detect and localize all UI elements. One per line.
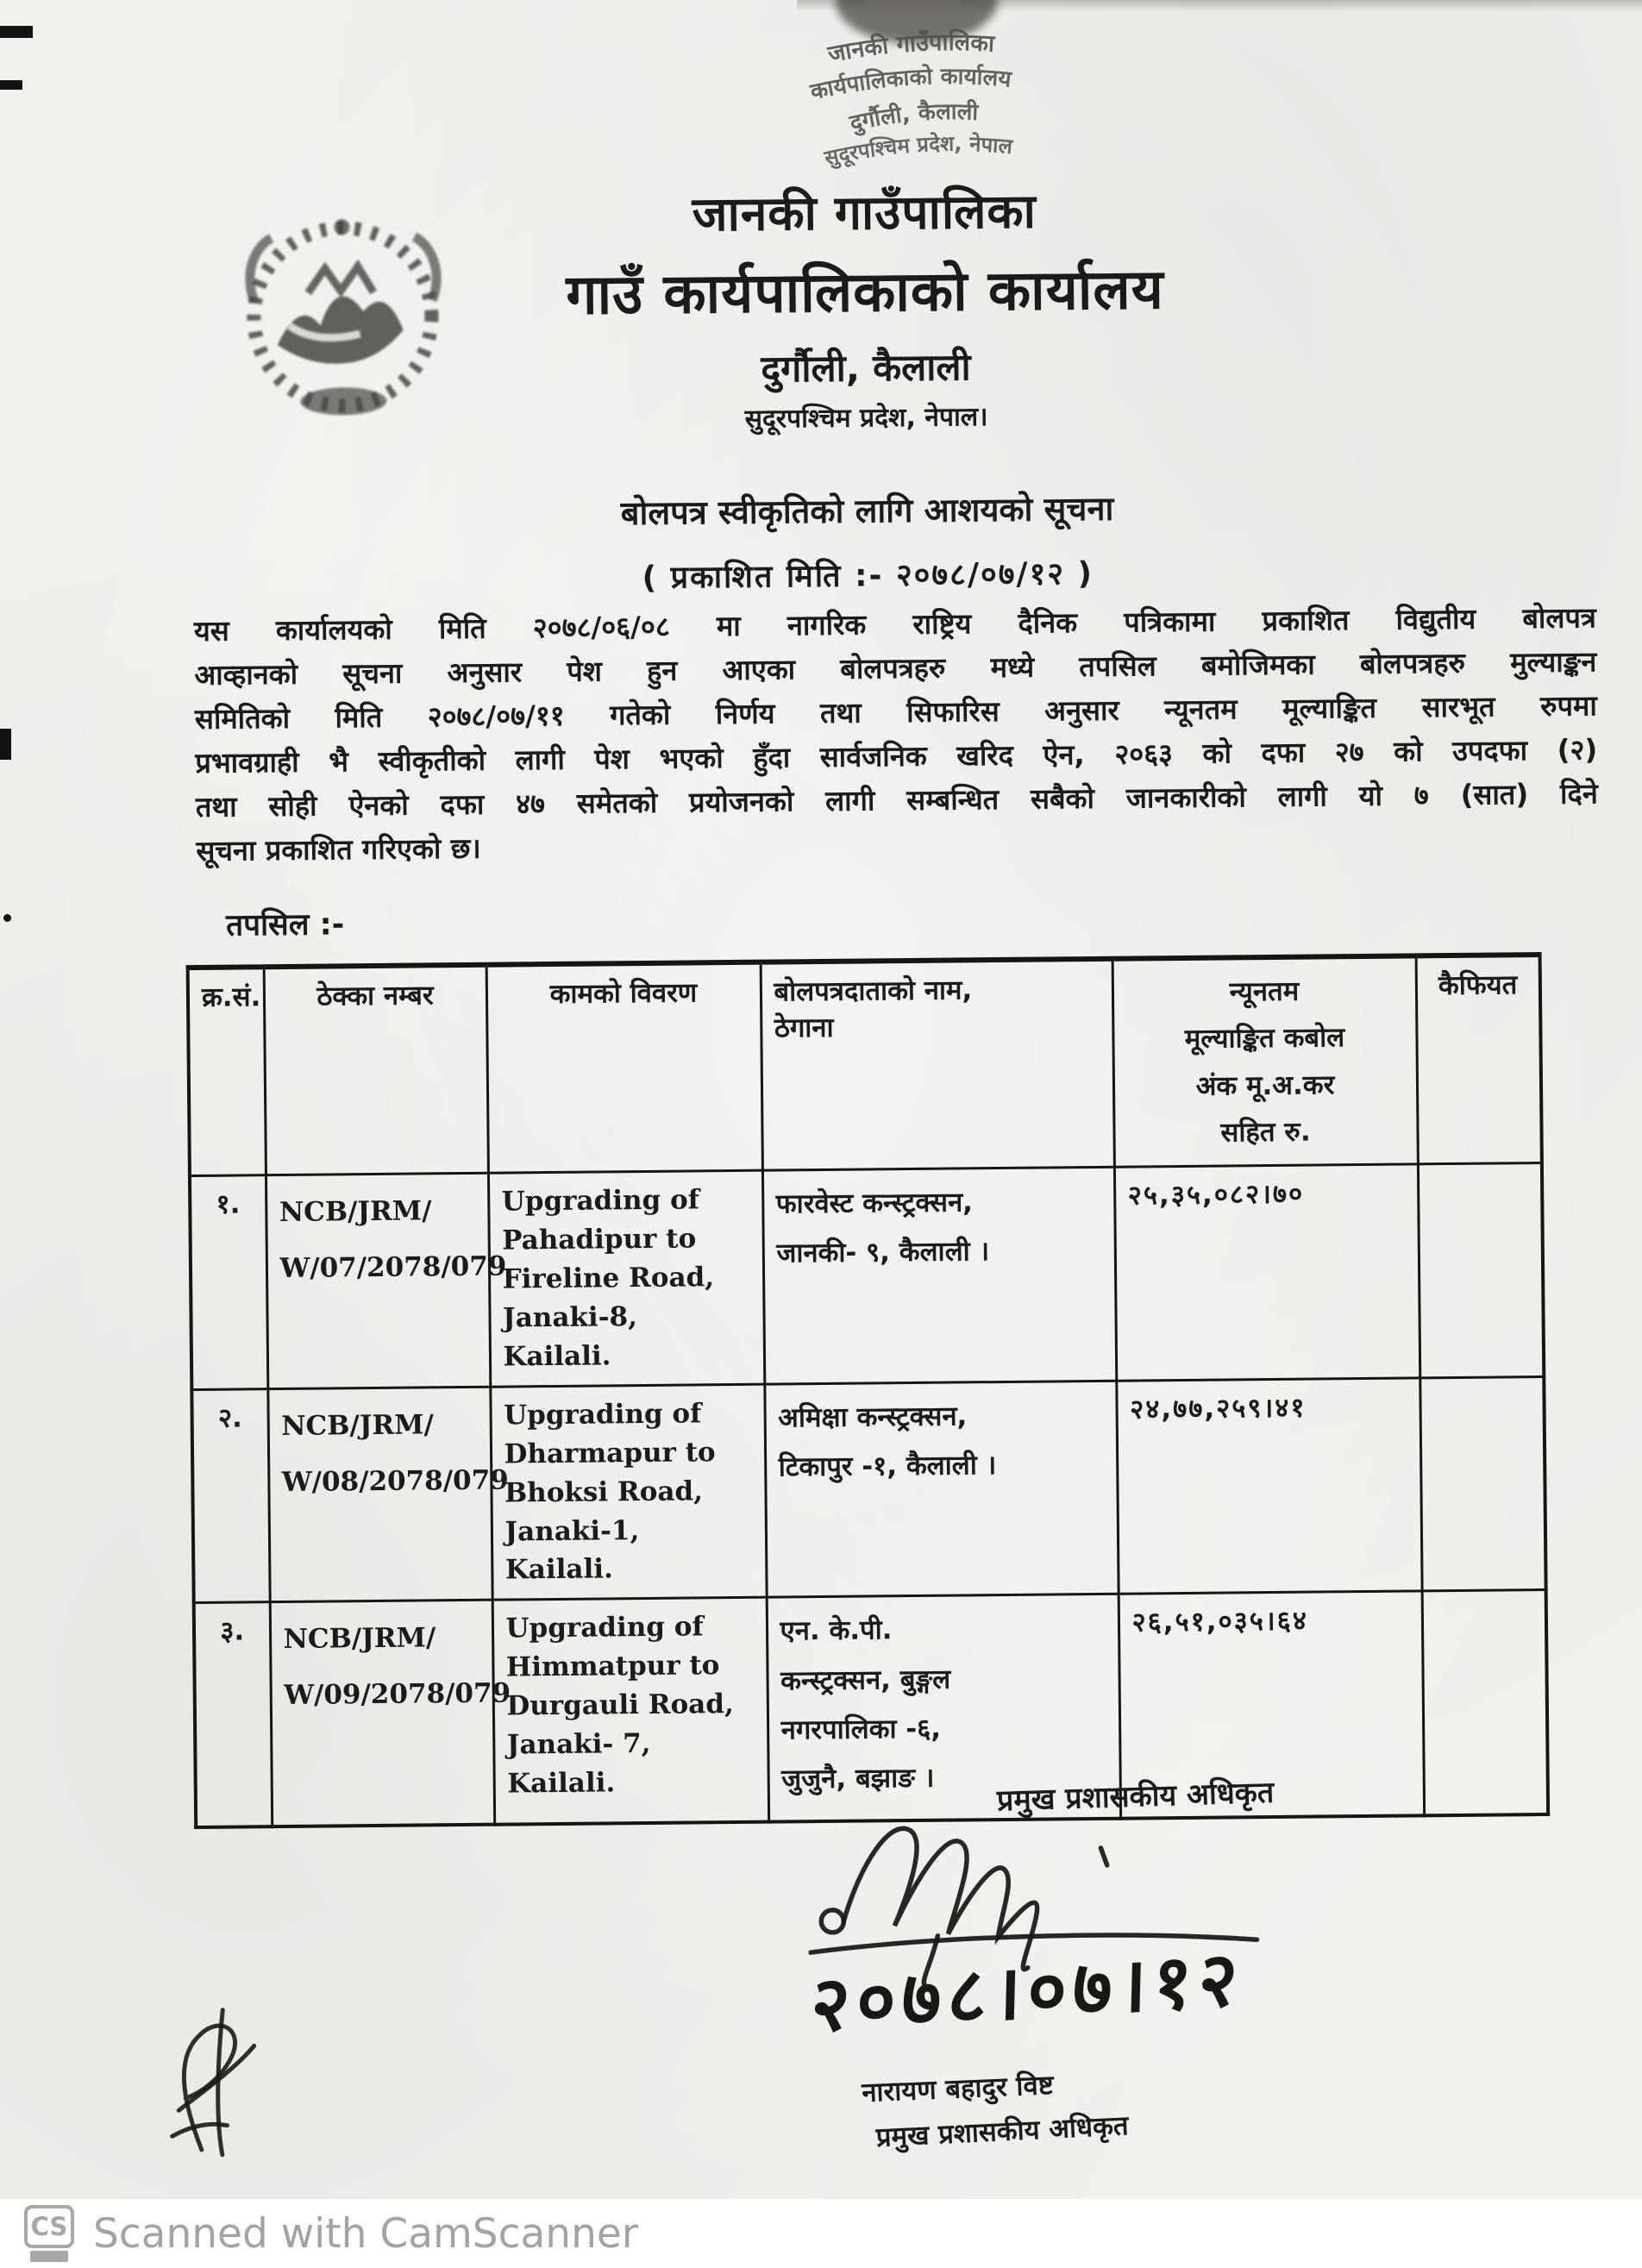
signatory-designation: प्रमुख प्रशासकीय अधिकृत [874,2110,1130,2154]
contract-number-cell: NCB/JRM/ W/07/2078/079 [266,1173,490,1388]
body-line: प्रभावग्राही भै स्वीकृतीको लागी पेश भएको हुँदा सार्वजनिक खरिद ऐन, २०६३ को दफा २७ को उपदफा (२) [195,733,1598,780]
camscanner-icon [24,2205,76,2262]
tapasil-label: तपसिल :- [225,907,345,943]
table-row [194,1590,1548,1827]
svg-text:कार्यपालिकाको कार्यालय [807,62,1013,105]
table-row [191,1376,1545,1603]
body-line: आव्हानको सूचना अनुसार पेश हुन आएका बोलपत्रहरु मध्ये तपसिल बमोजिमका बोलपत्रहरु मुल्याङ्कन [194,645,1597,692]
header-remarks: कैफियत [1416,955,1542,1164]
official-round-stamp [697,0,1104,197]
work-description-cell: Upgrading of Dharmapur to Bhoksi Road, Janaki-1, Kailali. [490,1384,766,1601]
remarks-cell [1422,1590,1548,1815]
work-description-cell: Upgrading of Pahadipur to Fireline Road, Janaki-8, Kailali. [488,1170,764,1387]
sn-cell: ३. [194,1602,272,1827]
header-contract-no: ठेक्का नम्बर [264,965,488,1175]
office-address: दुर्गौली, कैलाली [761,346,971,392]
contract-number-cell: NCB/JRM/ W/08/2078/079 [267,1387,492,1602]
header-work-description: कामको विवरण [486,962,762,1174]
municipality-name: जानकी गाउँपालिका [692,183,1037,242]
sn-cell: २. [191,1388,269,1603]
published-date: ( प्रकाशित मिति :- २०७८/०७/१२ ) [642,555,1094,596]
remarks-cell [1420,1376,1545,1591]
stamp-line-3: दुर्गौली, कैलाली [847,98,979,137]
table-header-row [188,955,1542,1176]
province-line: सुदूरपश्चिम प्रदेश, नेपाल। [744,402,988,435]
body-line: समितिको मिति २०७८/०७/११ गतेको निर्णय तथा सिफारिस अनुसार न्यूनतम मूल्याङ्कित सारभूत रुपमा [194,689,1597,736]
letterhead [321,173,1412,600]
camscanner-bar [0,2199,1642,2268]
notice-body [194,596,1599,874]
table-row [190,1162,1544,1389]
body-line: सूचना प्रकाशित गरिएको छ। [196,831,481,868]
header-sn: क्र.सं. [188,967,266,1175]
amount-cell: २५,३५,०८२।७० [1114,1164,1420,1381]
bidder-cell: अमिक्षा कन्स्ट्रक्सन, टिकापुर -१, कैलाली । [764,1381,1118,1598]
camscanner-text: Scanned with CamScanner [93,2209,639,2258]
cs-icon-label: CS [24,2205,74,2248]
amount-cell: २४,७७,२५९।४१ [1116,1378,1421,1594]
handwritten-date: २०७८।०७।१२ [810,1933,1245,2050]
header-bidder-name: बोलपत्रदाताको नाम, ठेगाना [761,959,1114,1170]
work-description-cell: Upgrading of Himmatpur to Durgauli Road, Janaki- 7, Kailali. [492,1598,768,1825]
svg-text:जानकी गाउँपालिका [825,28,997,68]
stamp-line-1: जानकी गाउँपालिका [825,28,995,68]
bidder-cell: फारवेस्ट कन्स्ट्रक्सन, जानकी- ९, कैलाली । [762,1167,1116,1384]
signatory-name: नारायण बहादुर विष्ट [861,2069,1055,2109]
notice-title: बोलपत्र स्वीकृतिको लागि आशयको सूचना [620,489,1114,533]
amount-cell: २६,५१,०३५।६४ [1119,1591,1424,1818]
header-minimum-amount: न्यूनतम मूल्याङ्कित कबोल अंक मू.अ.कर सहित रु. [1112,955,1418,1167]
svg-text:सुदूरपश्चिम प्रदेश, नेपाल [821,131,1015,172]
body-line: यस कार्यालयको मिति २०७८/०६/०८ मा नागरिक राष्ट्रिय दैनिक पत्रिकामा प्रकाशित विद्युतीय बोलपत्र [193,601,1597,648]
sn-cell: १. [190,1175,267,1390]
bidder-cell: एन. के.पी. कन्स्ट्रक्सन, बुङ्गल नगरपालिका -६, जुजुनै, बझाङ । [767,1594,1120,1822]
remarks-cell [1418,1162,1544,1377]
tender-table [186,952,1551,1829]
cs-icon-tab [30,2251,68,2262]
body-line: तथा सोही ऐनको दफा ४७ समेतको प्रयोजनको लागी सम्बन्धित सबैको जानकारीको लागी यो ७ (सात) दिने [195,777,1598,824]
stamp-line-2: कार्यपालिकाको कार्यालय [808,64,1012,106]
stamp-line-4: सुदूरपश्चिम प्रदेश, नेपाल [822,131,1014,171]
contract-number-cell: NCB/JRM/ W/09/2078/079 [270,1601,494,1826]
designation-label: प्रमुख प्रशासकीय अधिकृत [996,1775,1275,1819]
handwritten-initials [121,1995,304,2170]
office-name: गाउँ कार्यपालिकाको कार्यालय [566,258,1165,328]
